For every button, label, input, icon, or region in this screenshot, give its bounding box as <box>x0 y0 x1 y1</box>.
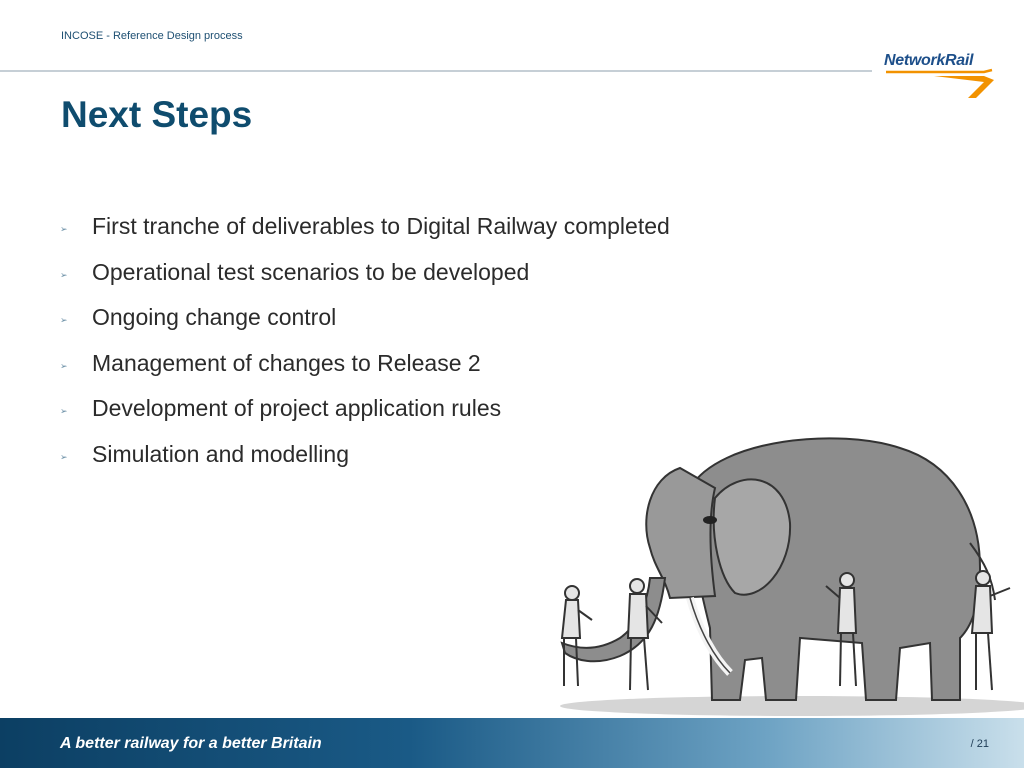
bullet-text: Ongoing change control <box>92 304 337 331</box>
bullet-text: First tranche of deliverables to Digital Railway completed <box>92 213 670 240</box>
arrow-bullet-icon: ➢ <box>60 269 68 280</box>
header-breadcrumb: INCOSE - Reference Design process <box>61 30 243 42</box>
elephant-illustration <box>540 428 1024 718</box>
bullet-text: Simulation and modelling <box>92 440 349 467</box>
arrow-bullet-icon: ➢ <box>60 360 68 371</box>
logo-arrow-icon <box>884 68 999 100</box>
header-divider <box>0 70 872 72</box>
logo-wordmark: NetworkRail <box>884 52 974 69</box>
arrow-bullet-icon: ➢ <box>60 406 68 417</box>
page-number: / 21 <box>970 738 989 750</box>
list-item <box>60 204 670 250</box>
footer-bar <box>0 718 1024 768</box>
list-item <box>60 386 670 432</box>
list-item <box>60 295 670 341</box>
arrow-bullet-icon: ➢ <box>60 451 68 462</box>
page-title: Next Steps <box>61 94 253 135</box>
footer-tagline: A better railway for a better Britain <box>60 735 322 752</box>
networkrail-logo <box>884 52 999 100</box>
bullet-text: Operational test scenarios to be developed <box>92 258 530 285</box>
arrow-bullet-icon: ➢ <box>60 315 68 326</box>
bullet-text: Development of project application rules <box>92 395 502 422</box>
arrow-bullet-icon: ➢ <box>60 224 68 235</box>
bullet-text: Management of changes to Release 2 <box>92 349 481 376</box>
list-item <box>60 250 670 296</box>
list-item <box>60 341 670 387</box>
